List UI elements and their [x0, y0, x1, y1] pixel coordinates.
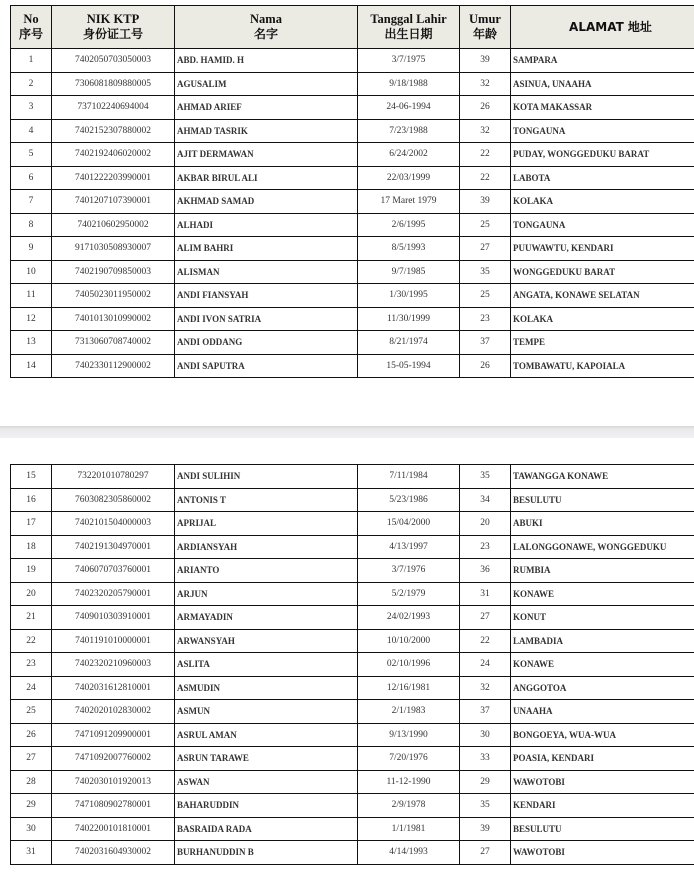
nik-cell: 7402050703050003 [52, 49, 175, 73]
table-row [11, 770, 694, 794]
address-cell: KONAWE [511, 653, 694, 677]
row-number: 21 [11, 606, 52, 630]
birth-date-cell: 4/13/1997 [358, 535, 460, 559]
birth-date-cell: 15-05-1994 [358, 354, 460, 378]
nik-cell: 7402020102830002 [52, 700, 175, 724]
address-cell: ANGGOTOA [511, 676, 694, 700]
row-number: 8 [11, 213, 52, 237]
birth-date-cell: 24-06-1994 [358, 96, 460, 120]
address-cell: BESULUTU [511, 817, 694, 841]
name-cell: ALHADI [175, 213, 358, 237]
age-cell: 35 [460, 794, 511, 818]
age-cell: 20 [460, 512, 511, 536]
table-row [11, 841, 694, 865]
birth-date-cell: 7/23/1988 [358, 119, 460, 143]
table-row [11, 331, 694, 355]
nik-cell: 7402191304970001 [52, 535, 175, 559]
nik-cell: 7402031604930002 [52, 841, 175, 865]
address-cell: POASIA, KENDARI [511, 747, 694, 771]
birth-date-cell: 11/30/1999 [358, 307, 460, 331]
address-cell: KONUT [511, 606, 694, 630]
row-number: 5 [11, 143, 52, 167]
table-body-page-1 [11, 49, 694, 378]
document-page-1 [0, 0, 694, 426]
age-cell: 23 [460, 535, 511, 559]
table-row [11, 700, 694, 724]
nik-cell: 7401207107390001 [52, 190, 175, 214]
table-row [11, 535, 694, 559]
nik-cell: 7402320210960003 [52, 653, 175, 677]
address-cell: KOTA MAKASSAR [511, 96, 694, 120]
age-cell: 23 [460, 307, 511, 331]
birth-date-cell: 02/10/1996 [358, 653, 460, 677]
address-cell: TONGAUNA [511, 119, 694, 143]
address-cell: PUDAY, WONGGEDUKU BARAT [511, 143, 694, 167]
nik-cell: 7401013010990002 [52, 307, 175, 331]
age-cell: 27 [460, 841, 511, 865]
name-cell: ASLITA [175, 653, 358, 677]
birth-date-cell: 9/7/1985 [358, 260, 460, 284]
age-cell: 24 [460, 653, 511, 677]
name-cell: ARWANSYAH [175, 629, 358, 653]
name-cell: ANTONIS T [175, 488, 358, 512]
birth-date-cell: 22/03/1999 [358, 166, 460, 190]
address-cell: LABOTA [511, 166, 694, 190]
row-number: 15 [11, 465, 52, 489]
row-number: 2 [11, 72, 52, 96]
row-number: 29 [11, 794, 52, 818]
age-cell: 26 [460, 96, 511, 120]
age-cell: 31 [460, 582, 511, 606]
birth-date-cell: 3/7/1975 [358, 49, 460, 73]
table-row [11, 723, 694, 747]
name-cell: AHMAD ARIEF [175, 96, 358, 120]
address-cell: ANGATA, KONAWE SELATAN [511, 284, 694, 308]
age-cell: 29 [460, 770, 511, 794]
address-cell: PUUWAWTU, KENDARI [511, 237, 694, 261]
nik-cell: 732201010780297 [52, 465, 175, 489]
birth-date-cell: 7/20/1976 [358, 747, 460, 771]
row-number: 16 [11, 488, 52, 512]
nik-cell: 7402030101920013 [52, 770, 175, 794]
address-cell: WONGGEDUKU BARAT [511, 260, 694, 284]
address-cell: KENDARI [511, 794, 694, 818]
nik-cell: 7471091209900001 [52, 723, 175, 747]
table-row [11, 512, 694, 536]
header-umur: Umur 年龄 [460, 6, 511, 49]
nik-cell: 7401222203990001 [52, 166, 175, 190]
name-cell: AJIT DERMAWAN [175, 143, 358, 167]
row-number: 30 [11, 817, 52, 841]
age-cell: 26 [460, 354, 511, 378]
nik-cell: 7471092007760002 [52, 747, 175, 771]
nik-cell: 7471080902780001 [52, 794, 175, 818]
nik-cell: 7406070703760001 [52, 559, 175, 583]
age-cell: 25 [460, 213, 511, 237]
birth-date-cell: 6/24/2002 [358, 143, 460, 167]
address-cell: RUMBIA [511, 559, 694, 583]
birth-date-cell: 17 Maret 1979 [358, 190, 460, 214]
address-cell: TONGAUNA [511, 213, 694, 237]
birth-date-cell: 12/16/1981 [358, 676, 460, 700]
nik-cell: 7402101504000003 [52, 512, 175, 536]
address-cell: KOLAKA [511, 307, 694, 331]
table-row [11, 465, 694, 489]
birth-date-cell: 24/02/1993 [358, 606, 460, 630]
nik-cell: 9171030508930007 [52, 237, 175, 261]
row-number: 1 [11, 49, 52, 73]
name-cell: ARJUN [175, 582, 358, 606]
age-cell: 22 [460, 629, 511, 653]
address-cell: KOLAKA [511, 190, 694, 214]
age-cell: 22 [460, 143, 511, 167]
nik-cell: 7603082305860002 [52, 488, 175, 512]
employee-table-page-1 [10, 5, 694, 378]
table-row [11, 354, 694, 378]
name-cell: ALISMAN [175, 260, 358, 284]
table-row [11, 72, 694, 96]
address-cell: TEMPE [511, 331, 694, 355]
row-number: 4 [11, 119, 52, 143]
name-cell: ANDI SULIHIN [175, 465, 358, 489]
table-row [11, 653, 694, 677]
table-row [11, 794, 694, 818]
table-row [11, 213, 694, 237]
address-cell: LALONGGONAWE, WONGGEDUKU [511, 535, 694, 559]
age-cell: 32 [460, 676, 511, 700]
name-cell: AKHMAD SAMAD [175, 190, 358, 214]
birth-date-cell: 8/21/1974 [358, 331, 460, 355]
name-cell: BAHARUDDIN [175, 794, 358, 818]
table-row [11, 260, 694, 284]
age-cell: 25 [460, 284, 511, 308]
table-row [11, 629, 694, 653]
table-row [11, 817, 694, 841]
address-cell: KONAWE [511, 582, 694, 606]
address-cell: WAWOTOBI [511, 841, 694, 865]
name-cell: ARDIANSYAH [175, 535, 358, 559]
birth-date-cell: 9/13/1990 [358, 723, 460, 747]
address-cell: WAWOTOBI [511, 770, 694, 794]
name-cell: ASRUL AMAN [175, 723, 358, 747]
birth-date-cell: 2/6/1995 [358, 213, 460, 237]
row-number: 25 [11, 700, 52, 724]
nik-cell: 7402192406020002 [52, 143, 175, 167]
header-tanggal-lahir: Tanggal Lahir 出生日期 [358, 6, 460, 49]
table-body-page-2 [11, 465, 694, 865]
address-cell: TOMBAWATU, KAPOIALA [511, 354, 694, 378]
table-row [11, 606, 694, 630]
age-cell: 39 [460, 190, 511, 214]
table-row [11, 190, 694, 214]
table-row [11, 307, 694, 331]
address-cell: TAWANGGA KONAWE [511, 465, 694, 489]
row-number: 19 [11, 559, 52, 583]
table-row [11, 119, 694, 143]
name-cell: ANDI SAPUTRA [175, 354, 358, 378]
row-number: 10 [11, 260, 52, 284]
name-cell: ANDI FIANSYAH [175, 284, 358, 308]
row-number: 11 [11, 284, 52, 308]
name-cell: AHMAD TASRIK [175, 119, 358, 143]
nik-cell: 7402152307880002 [52, 119, 175, 143]
birth-date-cell: 5/23/1986 [358, 488, 460, 512]
row-number: 12 [11, 307, 52, 331]
nik-cell: 7402330112900002 [52, 354, 175, 378]
age-cell: 39 [460, 49, 511, 73]
name-cell: ARIANTO [175, 559, 358, 583]
row-number: 13 [11, 331, 52, 355]
row-number: 14 [11, 354, 52, 378]
table-row [11, 96, 694, 120]
row-number: 9 [11, 237, 52, 261]
header-nama: Nama 名字 [175, 6, 358, 49]
name-cell: ASMUDIN [175, 676, 358, 700]
row-number: 31 [11, 841, 52, 865]
birth-date-cell: 9/18/1988 [358, 72, 460, 96]
employee-table-page-2 [10, 464, 694, 865]
row-number: 6 [11, 166, 52, 190]
name-cell: AKBAR BIRUL ALI [175, 166, 358, 190]
table-row [11, 237, 694, 261]
document-page-2 [0, 438, 694, 883]
table-row [11, 559, 694, 583]
nik-cell: 740210602950002 [52, 213, 175, 237]
age-cell: 33 [460, 747, 511, 771]
page-break [0, 426, 694, 438]
birth-date-cell: 7/11/1984 [358, 465, 460, 489]
header-nik: NIK KTP 身份证工号 [52, 6, 175, 49]
age-cell: 39 [460, 817, 511, 841]
name-cell: ASWAN [175, 770, 358, 794]
age-cell: 36 [460, 559, 511, 583]
row-number: 18 [11, 535, 52, 559]
nik-cell: 7402200101810001 [52, 817, 175, 841]
table-row [11, 166, 694, 190]
table-header-row [11, 6, 694, 49]
nik-cell: 7306081809880005 [52, 72, 175, 96]
name-cell: ABD. HAMID. H [175, 49, 358, 73]
address-cell: BESULUTU [511, 488, 694, 512]
header-alamat: ALAMAT 地址 [511, 6, 694, 49]
nik-cell: 7402190709850003 [52, 260, 175, 284]
address-cell: BONGOEYA, WUA-WUA [511, 723, 694, 747]
birth-date-cell: 1/30/1995 [358, 284, 460, 308]
table-row [11, 582, 694, 606]
nik-cell: 7402320205790001 [52, 582, 175, 606]
table-row [11, 49, 694, 73]
row-number: 22 [11, 629, 52, 653]
name-cell: ARMAYADIN [175, 606, 358, 630]
nik-cell: 7409010303910001 [52, 606, 175, 630]
nik-cell: 7401191010000001 [52, 629, 175, 653]
row-number: 23 [11, 653, 52, 677]
name-cell: ASRUN TARAWE [175, 747, 358, 771]
table-row [11, 747, 694, 771]
birth-date-cell: 8/5/1993 [358, 237, 460, 261]
table-row [11, 284, 694, 308]
birth-date-cell: 15/04/2000 [358, 512, 460, 536]
name-cell: APRIJAL [175, 512, 358, 536]
nik-cell: 7313060708740002 [52, 331, 175, 355]
row-number: 3 [11, 96, 52, 120]
age-cell: 27 [460, 237, 511, 261]
birth-date-cell: 3/7/1976 [358, 559, 460, 583]
row-number: 17 [11, 512, 52, 536]
name-cell: BASRAIDA RADA [175, 817, 358, 841]
birth-date-cell: 5/2/1979 [358, 582, 460, 606]
row-number: 27 [11, 747, 52, 771]
age-cell: 27 [460, 606, 511, 630]
age-cell: 37 [460, 331, 511, 355]
row-number: 20 [11, 582, 52, 606]
address-cell: ASINUA, UNAAHA [511, 72, 694, 96]
age-cell: 32 [460, 72, 511, 96]
birth-date-cell: 11-12-1990 [358, 770, 460, 794]
table-row [11, 676, 694, 700]
row-number: 26 [11, 723, 52, 747]
age-cell: 35 [460, 260, 511, 284]
nik-cell: 7405023011950002 [52, 284, 175, 308]
name-cell: BURHANUDDIN B [175, 841, 358, 865]
birth-date-cell: 2/9/1978 [358, 794, 460, 818]
address-cell: LAMBADIA [511, 629, 694, 653]
header-no: No 序号 [11, 6, 52, 49]
birth-date-cell: 10/10/2000 [358, 629, 460, 653]
birth-date-cell: 4/14/1993 [358, 841, 460, 865]
age-cell: 34 [460, 488, 511, 512]
nik-cell: 737102240694004 [52, 96, 175, 120]
age-cell: 37 [460, 700, 511, 724]
table-row [11, 488, 694, 512]
address-cell: ABUKI [511, 512, 694, 536]
row-number: 24 [11, 676, 52, 700]
age-cell: 35 [460, 465, 511, 489]
address-cell: UNAAHA [511, 700, 694, 724]
row-number: 28 [11, 770, 52, 794]
name-cell: AGUSALIM [175, 72, 358, 96]
name-cell: ASMUN [175, 700, 358, 724]
name-cell: ANDI IVON SATRIA [175, 307, 358, 331]
table-row [11, 143, 694, 167]
address-cell: SAMPARA [511, 49, 694, 73]
age-cell: 32 [460, 119, 511, 143]
age-cell: 30 [460, 723, 511, 747]
name-cell: ALIM BAHRI [175, 237, 358, 261]
age-cell: 22 [460, 166, 511, 190]
birth-date-cell: 1/1/1981 [358, 817, 460, 841]
row-number: 7 [11, 190, 52, 214]
name-cell: ANDI ODDANG [175, 331, 358, 355]
birth-date-cell: 2/1/1983 [358, 700, 460, 724]
nik-cell: 7402031612810001 [52, 676, 175, 700]
